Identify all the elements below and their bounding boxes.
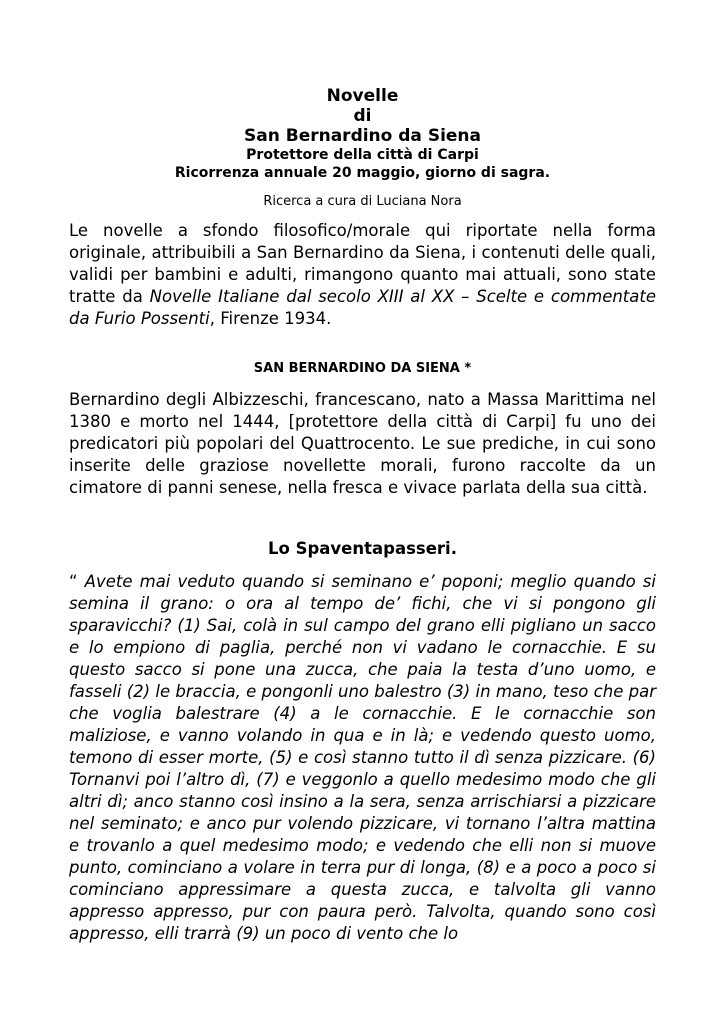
story-open-quote: “ (69, 572, 78, 591)
intro-text-before: Le novelle a sfondo filosofico/morale qui riportate nella forma originale, attribuibili a San Bernardino da Siena, i contenuti delle quali, validi per bambini e adulti, rimangono quanto mai attuali, sono state tratte da (69, 221, 656, 306)
bio-paragraph: Bernardino degli Albizzeschi, francescano, nato a Massa Marittima nel 1380 e morto nel 1444, [protettore della città di Carpi] fu uno dei predicatori più popolari del Quattrocento. Le sue prediche, in cui sono inserite delle graziose novellette morali, furono raccolte da un cimatore di panni senese, nella fresca e vivace parlata della sua città. (69, 390, 656, 497)
title-line-1: Novelle (326, 86, 399, 106)
story-text: Avete mai veduto quando si seminano e’ poponi; meglio quando si semina il grano: o ora al tempo de’ fichi, che vi si pongono gli sparavicchi? (1) Sai, colà in sul campo del grano elli pigliano un sacco e lo empiono di paglia, perché non vi vadano le cornacchie. E su questo sacco si pone una zucca, che paia la testa d’uno uomo, e fasseli (2) le braccia, e pongonli uno balestro (3) in mano, teso che par che voglia balestrare (4) a le cornacchie. E le cornacchie son maliziose, e vanno volando in qua e in là; e vedendo questo uomo, temono di esser morte, (5) e così stanno tutto il dì senza pizzicare. (6) Tornanvi poi l’altro dì, (7) e veggonlo a quello medesimo modo che gli altri dì; anco stanno così insino a la sera, senza arrischiarsi a pizzicare nel seminato; e anco pur volendo pizzicare, vi tornano l’altra mattina e trovanlo a quel medesimo modo; e vedendo che elli non si muove punto, cominciano a volare in terra pur di longa, (8) e a poco a poco si cominciano appressimare a questa zucca, e talvolta gli vanno appresso appresso, pur con paura però. Talvolta, quando sono così appresso, elli trarrà (9) un poco di vento che lo (69, 572, 656, 943)
story-paragraph (69, 571, 656, 945)
subtitle-line-1: Protettore della città di Carpi (246, 147, 479, 163)
research-credit: Ricerca a cura di Luciana Nora (263, 194, 462, 209)
subtitle-line-2: Ricorrenza annuale 20 maggio, giorno di sagra. (174, 165, 551, 181)
title-line-3: San Bernardino da Siena (244, 126, 481, 146)
title-line-2: di (353, 106, 372, 126)
document-page (69, 86, 656, 945)
intro-paragraph (69, 220, 656, 330)
intro-text-after: , Firenze 1934. (209, 309, 332, 328)
section-heading: SAN BERNARDINO DA SIENA * (253, 361, 472, 376)
intro-book-title: Novelle Italiane dal secolo XIII al XX – Scelte e commentate da Furio Possenti (69, 287, 656, 328)
story-title: Lo Spaventapasseri. (268, 539, 457, 558)
